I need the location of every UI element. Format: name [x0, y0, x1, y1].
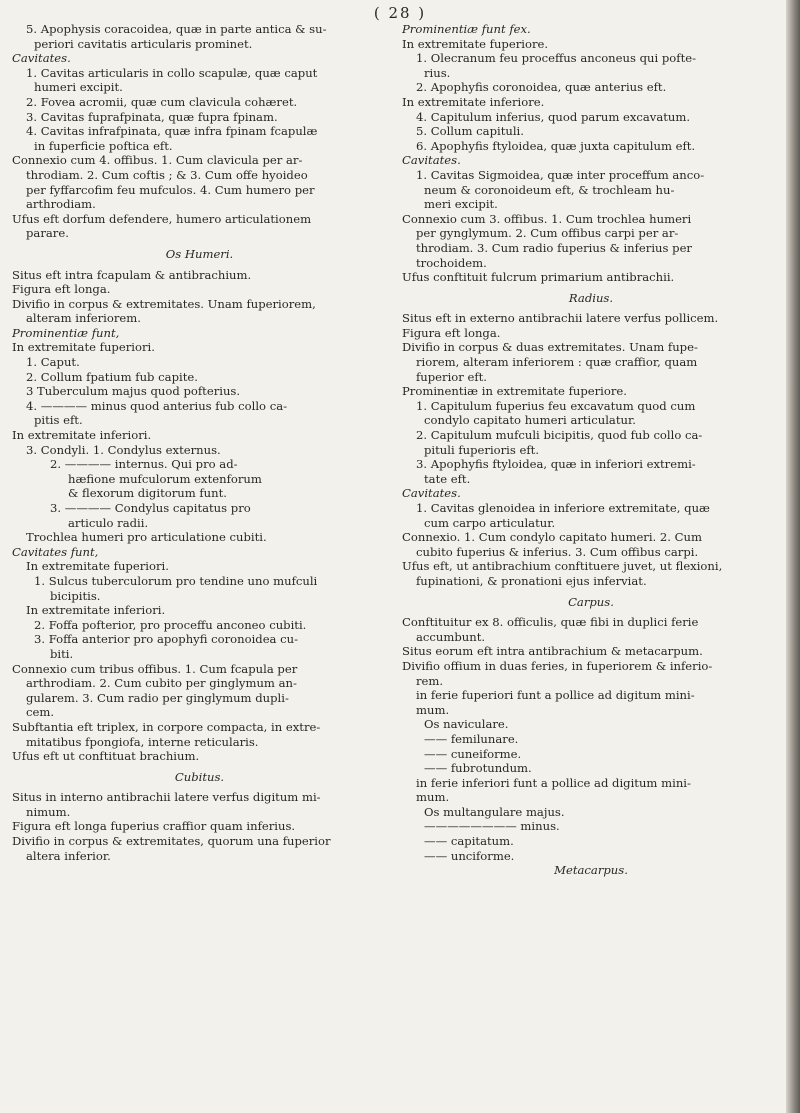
- right-column-line: In extremitate fuperiore.: [402, 36, 549, 51]
- right-column: [402, 22, 780, 878]
- left-column-line: Figura eft longa.: [12, 282, 111, 297]
- left-column-line: arthrodiam.: [26, 197, 96, 212]
- right-column-line: 2. Capitulum mufculi bicipitis, quod fub collo ca-: [416, 428, 703, 443]
- right-column-line: Prominentiæ funt fex.: [402, 22, 531, 36]
- page-edge-shadow: [786, 0, 800, 1113]
- left-column-line: 3. ———— Condylus capitatus pro: [50, 501, 251, 515]
- left-column-line: 4. Cavitas infrafpinata, quæ infra fpinam fcapulæ: [26, 124, 318, 139]
- right-column-line: Os naviculare.: [424, 717, 509, 732]
- left-column-line: Ufus eft dorfum defendere, humero articulationem: [12, 211, 312, 226]
- right-column-line: Radius.: [568, 290, 614, 305]
- left-column-line: 1. Sulcus tuberculorum pro tendine uno mufculi: [34, 573, 318, 588]
- right-column-line: pituli fuperioris eft.: [424, 442, 540, 457]
- left-column-line: In extremitate fuperiori.: [12, 340, 155, 355]
- right-column-line: rem.: [416, 673, 444, 688]
- left-column-line: Connexio cum tribus offibus. 1. Cum fcapula per: [12, 661, 298, 676]
- left-column-line: 2. Collum fpatium fub capite.: [26, 369, 198, 384]
- right-column-line: Cavitates.: [402, 153, 461, 168]
- left-column-line: parare.: [26, 226, 69, 241]
- left-column-line: Os Humeri.: [165, 246, 234, 261]
- left-column-line: Cavitates.: [12, 51, 71, 66]
- right-column-line: fupinationi, & pronationi ejus inferviat.: [416, 573, 647, 588]
- right-column-line: fuperior eft.: [416, 369, 487, 384]
- left-column-line: Figura eft longa fuperius craffior quam inferius.: [12, 819, 296, 834]
- right-column-line: Divifio in corpus & duas extremitates. Unam fupe-: [402, 340, 698, 355]
- right-column-line: 4. Capitulum inferius, quod parum excavatum.: [416, 109, 691, 124]
- left-column-line: & flexorum digitorum funt.: [68, 486, 227, 501]
- left-column-line: Subftantia eft triplex, in corpore compacta, in extre-: [12, 719, 321, 734]
- right-column-line: condylo capitato humeri articulatur.: [424, 413, 636, 428]
- right-column-line: ———————— minus.: [424, 819, 560, 834]
- right-column-line: Carpus.: [568, 594, 614, 609]
- right-column-line: Situs eorum eft intra antibrachium & metacarpum.: [402, 644, 703, 659]
- right-column-line: mum.: [416, 790, 450, 805]
- left-column-line: 4. ———— minus quod anterius fub collo ca-: [26, 398, 288, 413]
- right-column-line: meri excipit.: [424, 197, 498, 212]
- right-column-line: Cavitates.: [402, 486, 461, 501]
- left-column-line: In extremitate inferiori.: [12, 428, 152, 443]
- right-column-line: Figura eft longa.: [402, 325, 501, 340]
- left-column-line: bicipitis.: [50, 588, 101, 603]
- left-column-line: hæfione mufculorum extenforum: [68, 471, 262, 486]
- left-column-line: gularem. 3. Cum radio per ginglymum dupli-: [26, 690, 289, 705]
- right-column-line: 3. Apophyfis ftyloidea, quæ in inferiori extremi-: [416, 457, 696, 472]
- right-column-line: trochoidem.: [416, 255, 487, 270]
- right-column-line: neum & coronoideum eft, & trochleam hu-: [424, 182, 675, 197]
- left-column-line: arthrodiam. 2. Cum cubito per ginglymum an-: [26, 676, 297, 691]
- left-column-line: In extremitate fuperiori.: [26, 559, 169, 574]
- right-column-line: 1. Capitulum fuperius feu excavatum quod cum: [416, 398, 696, 413]
- left-column-line: Divifio in corpus & extremitates, quorum una fuperior: [12, 834, 331, 849]
- right-column-line: 1. Cavitas Sigmoidea, quæ inter proceffum anco-: [416, 167, 705, 182]
- page-number: ( 28 ): [373, 4, 427, 22]
- right-column-line: 1. Olecranum feu proceffus anconeus qui pofte-: [416, 51, 697, 66]
- left-column-line: humeri excipit.: [34, 80, 123, 95]
- right-column-line: in ferie inferiori funt a pollice ad digitum mini-: [416, 775, 691, 790]
- right-column-line: Prominentiæ in extremitate fuperiore.: [402, 384, 627, 399]
- right-column-line: rius.: [424, 65, 451, 80]
- right-column-line: —— femilunare.: [424, 731, 519, 746]
- left-column-line: 3. Condyli. 1. Condylus externus.: [26, 442, 221, 457]
- left-column-line: Trochlea humeri pro articulatione cubiti.: [26, 530, 267, 545]
- right-column-line: Situs eft in externo antibrachii latere verfus pollicem.: [402, 311, 719, 326]
- right-column-line: 2. Apophyfis coronoidea, quæ anterius eft.: [416, 80, 667, 95]
- left-column-line: 3. Foffa anterior pro apophyfi coronoidea cu-: [34, 632, 299, 647]
- right-column-line: Os multangulare majus.: [424, 804, 565, 819]
- right-column-line: —— cuneiforme.: [424, 746, 522, 761]
- left-column-line: Ufus eft ut conftituat brachium.: [12, 749, 200, 764]
- right-column-line: cum carpo articulatur.: [424, 515, 556, 530]
- left-column-line: 2. Foffa pofterior, pro proceffu anconeo cubiti.: [34, 617, 307, 632]
- right-column-line: in ferie fuperiori funt a pollice ad digitum mini-: [416, 688, 695, 703]
- right-column-line: throdiam. 3. Cum radio fuperius & inferius per: [416, 240, 692, 255]
- right-column-line: —— unciforme.: [424, 848, 515, 863]
- right-column-line: Conftituitur ex 8. officulis, quæ fibi in duplici ferie: [402, 615, 699, 630]
- right-column-line: 6. Apophyfis ftyloidea, quæ juxta capitulum eft.: [416, 138, 696, 153]
- left-column-line: 1. Caput.: [26, 355, 80, 370]
- left-column-line: pitis eft.: [34, 413, 83, 428]
- left-column-line: nimum.: [26, 804, 71, 819]
- right-column-line: Connexio. 1. Cum condylo capitato humeri. 2. Cum: [402, 530, 703, 545]
- right-column-line: cubito fuperius & inferius. 3. Cum offibus carpi.: [416, 544, 699, 559]
- right-column-line: Metacarpus.: [554, 863, 628, 878]
- left-column-line: cem.: [26, 705, 55, 720]
- right-column-line: Divifio offium in duas feries, in fuperiorem & inferio-: [402, 658, 713, 673]
- right-column-line: Ufus eft, ut antibrachium conftituere juvet, ut flexioni,: [402, 559, 723, 574]
- left-column-line: 5. Apophysis coracoidea, quæ in parte antica & su-: [26, 22, 327, 36]
- left-column-line: articulo radii.: [68, 515, 149, 530]
- right-column-line: Ufus conftituit fulcrum primarium antibrachii.: [402, 270, 675, 285]
- left-column-line: periori cavitatis articularis prominet.: [34, 36, 253, 51]
- right-column-line: In extremitate inferiore.: [402, 94, 545, 109]
- left-column-line: 2. Fovea acromii, quæ cum clavicula cohæret.: [26, 94, 298, 109]
- left-column: [12, 22, 387, 863]
- left-column-line: 3 Tuberculum majus quod pofterius.: [26, 384, 241, 399]
- left-column-line: Situs eft intra fcapulam & antibrachium.: [12, 267, 252, 282]
- right-column-line: 5. Collum capituli.: [416, 124, 524, 139]
- left-column-line: In extremitate inferiori.: [26, 603, 166, 618]
- left-column-line: Cubitus.: [174, 769, 225, 784]
- left-column-line: per fyffarcofim feu mufculos. 4. Cum humero per: [26, 182, 315, 197]
- right-column-line: —— capitatum.: [424, 834, 514, 849]
- right-column-line: —— fubrotundum.: [424, 761, 532, 776]
- left-column-line: mitatibus fpongiofa, interne reticularis.: [26, 734, 259, 749]
- left-column-line: 2. ———— internus. Qui pro ad-: [50, 457, 238, 472]
- left-column-line: Prominentiæ funt,: [12, 325, 120, 340]
- left-column-line: in fuperficie poftica eft.: [34, 138, 173, 153]
- right-column-line: Connexio cum 3. offibus. 1. Cum trochlea humeri: [402, 211, 692, 226]
- right-column-line: tate eft.: [424, 471, 471, 486]
- right-column-line: accumbunt.: [416, 629, 486, 644]
- right-column-line: 1. Cavitas glenoidea in inferiore extremitate, quæ: [416, 501, 710, 515]
- right-column-line: riorem, alteram inferiorem : quæ craffior, quam: [416, 355, 698, 370]
- left-column-line: 1. Cavitas articularis in collo scapulæ, quæ caput: [26, 65, 318, 80]
- left-column-line: Cavitates funt,: [12, 544, 99, 559]
- right-column-line: per gynglymum. 2. Cum offibus carpi per ar-: [416, 226, 679, 241]
- left-column-line: Connexio cum 4. offibus. 1. Cum clavicula per ar-: [12, 153, 303, 168]
- right-column-line: mum.: [416, 702, 450, 717]
- left-column-line: Divifio in corpus & extremitates. Unam fuperiorem,: [12, 296, 316, 311]
- left-column-line: altera inferior.: [26, 848, 111, 863]
- left-column-line: alteram inferiorem.: [26, 311, 141, 326]
- left-column-line: 3. Cavitas fuprafpinata, quæ fupra fpinam.: [26, 109, 278, 124]
- left-column-line: throdiam. 2. Cum coftis ; & 3. Cum offe hyoideo: [26, 167, 308, 182]
- left-column-line: Situs in interno antibrachii latere verfus digitum mi-: [12, 790, 321, 805]
- left-column-line: biti.: [50, 646, 74, 661]
